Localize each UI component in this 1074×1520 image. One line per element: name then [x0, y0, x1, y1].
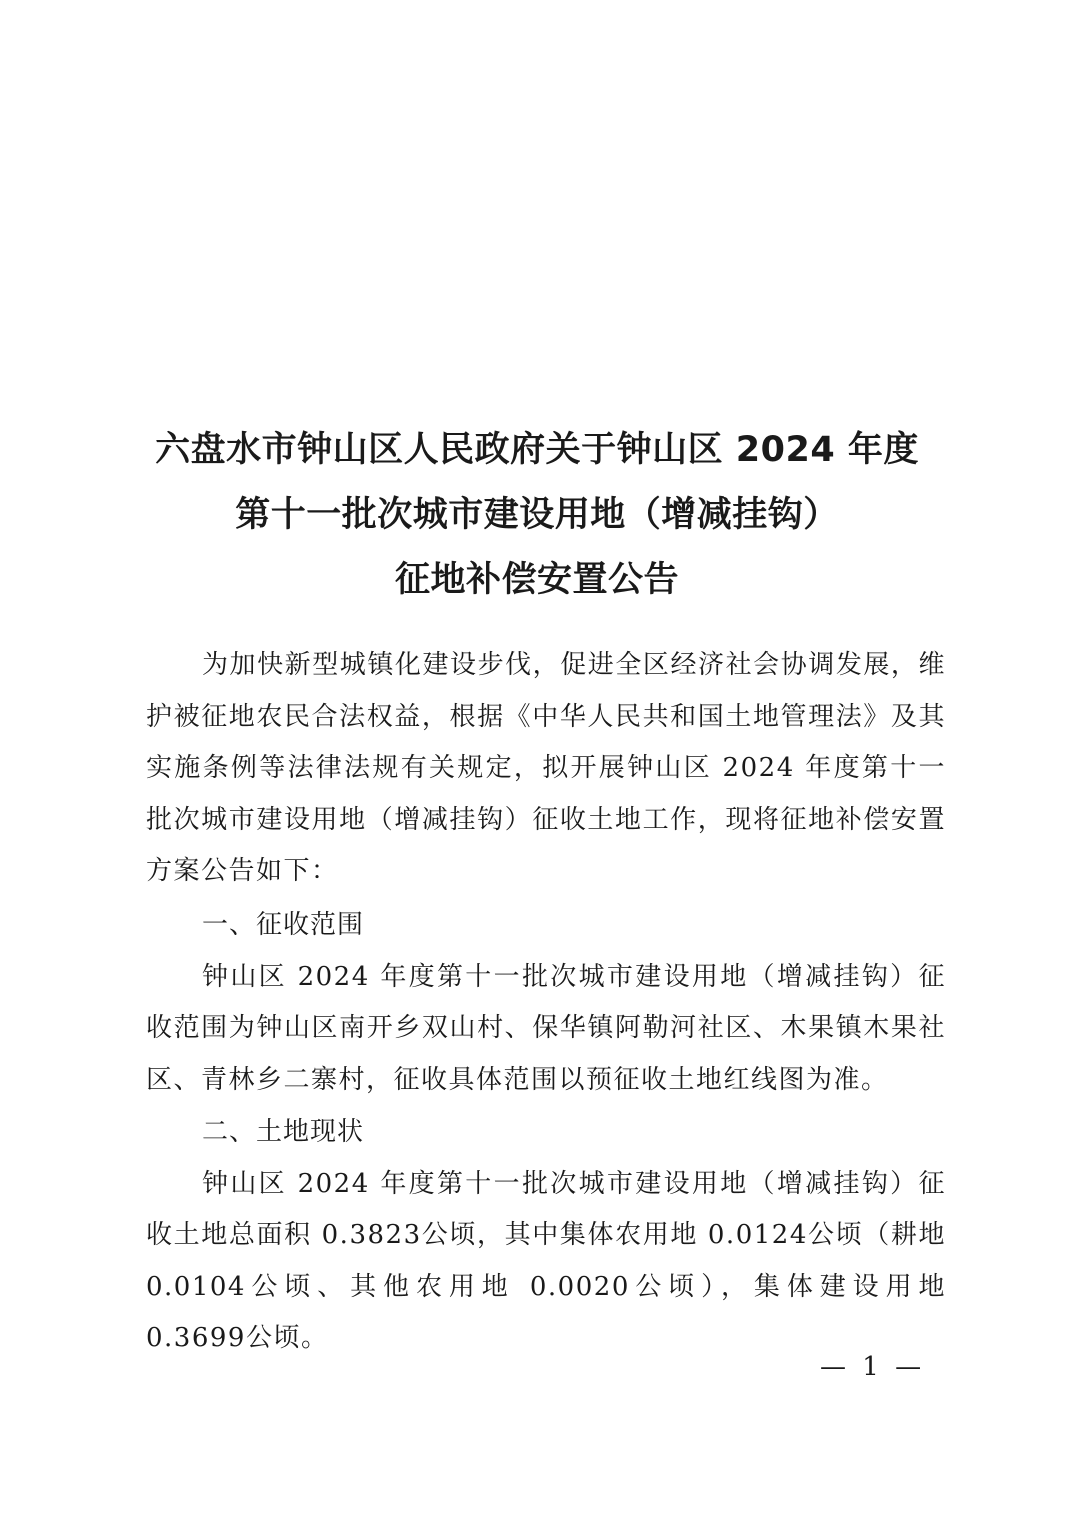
title-line-3: 征地补偿安置公告: [394, 560, 679, 600]
section-heading-land-status: 二、土地现状: [202, 1117, 365, 1147]
section-heading-scope: 一、征收范围: [202, 910, 365, 940]
page-number: — 1 —: [820, 1352, 926, 1382]
document-title: [100, 418, 974, 613]
intro-block: [146, 640, 946, 898]
section-land-status: [146, 1107, 946, 1365]
section-text-land-status: 钟山区 2024 年度第十一批次城市建设用地（增减挂钩）征收土地总面积 0.3823公顷，其中集体农用地 0.0124公顷（耕地 0.0104公顷、其他农用地 0.0020公顷），集体建设用地 0.3699公顷。: [146, 1168, 946, 1353]
title-line-1: 六盘水市钟山区人民政府关于钟山区 2024 年度: [155, 430, 919, 470]
section-scope: [146, 900, 946, 1106]
intro-paragraph: 为加快新型城镇化建设步伐，促进全区经济社会协调发展，维护被征地农民合法权益，根据《中华人民共和国土地管理法》及其实施条例等法律法规有关规定，拟开展钟山区 2024 年度第十一批次城市建设用地（增减挂钩）征收土地工作，现将征地补偿安置方案公告如下：: [146, 650, 946, 886]
title-line-2: 第十一批次城市建设用地（增减挂钩）: [235, 495, 839, 535]
section-text-scope: 钟山区 2024 年度第十一批次城市建设用地（增减挂钩）征收范围为钟山区南开乡双山村、保华镇阿勒河社区、木果镇木果社区、青林乡二寨村，征收具体范围以预征收土地红线图为准。: [146, 961, 946, 1095]
